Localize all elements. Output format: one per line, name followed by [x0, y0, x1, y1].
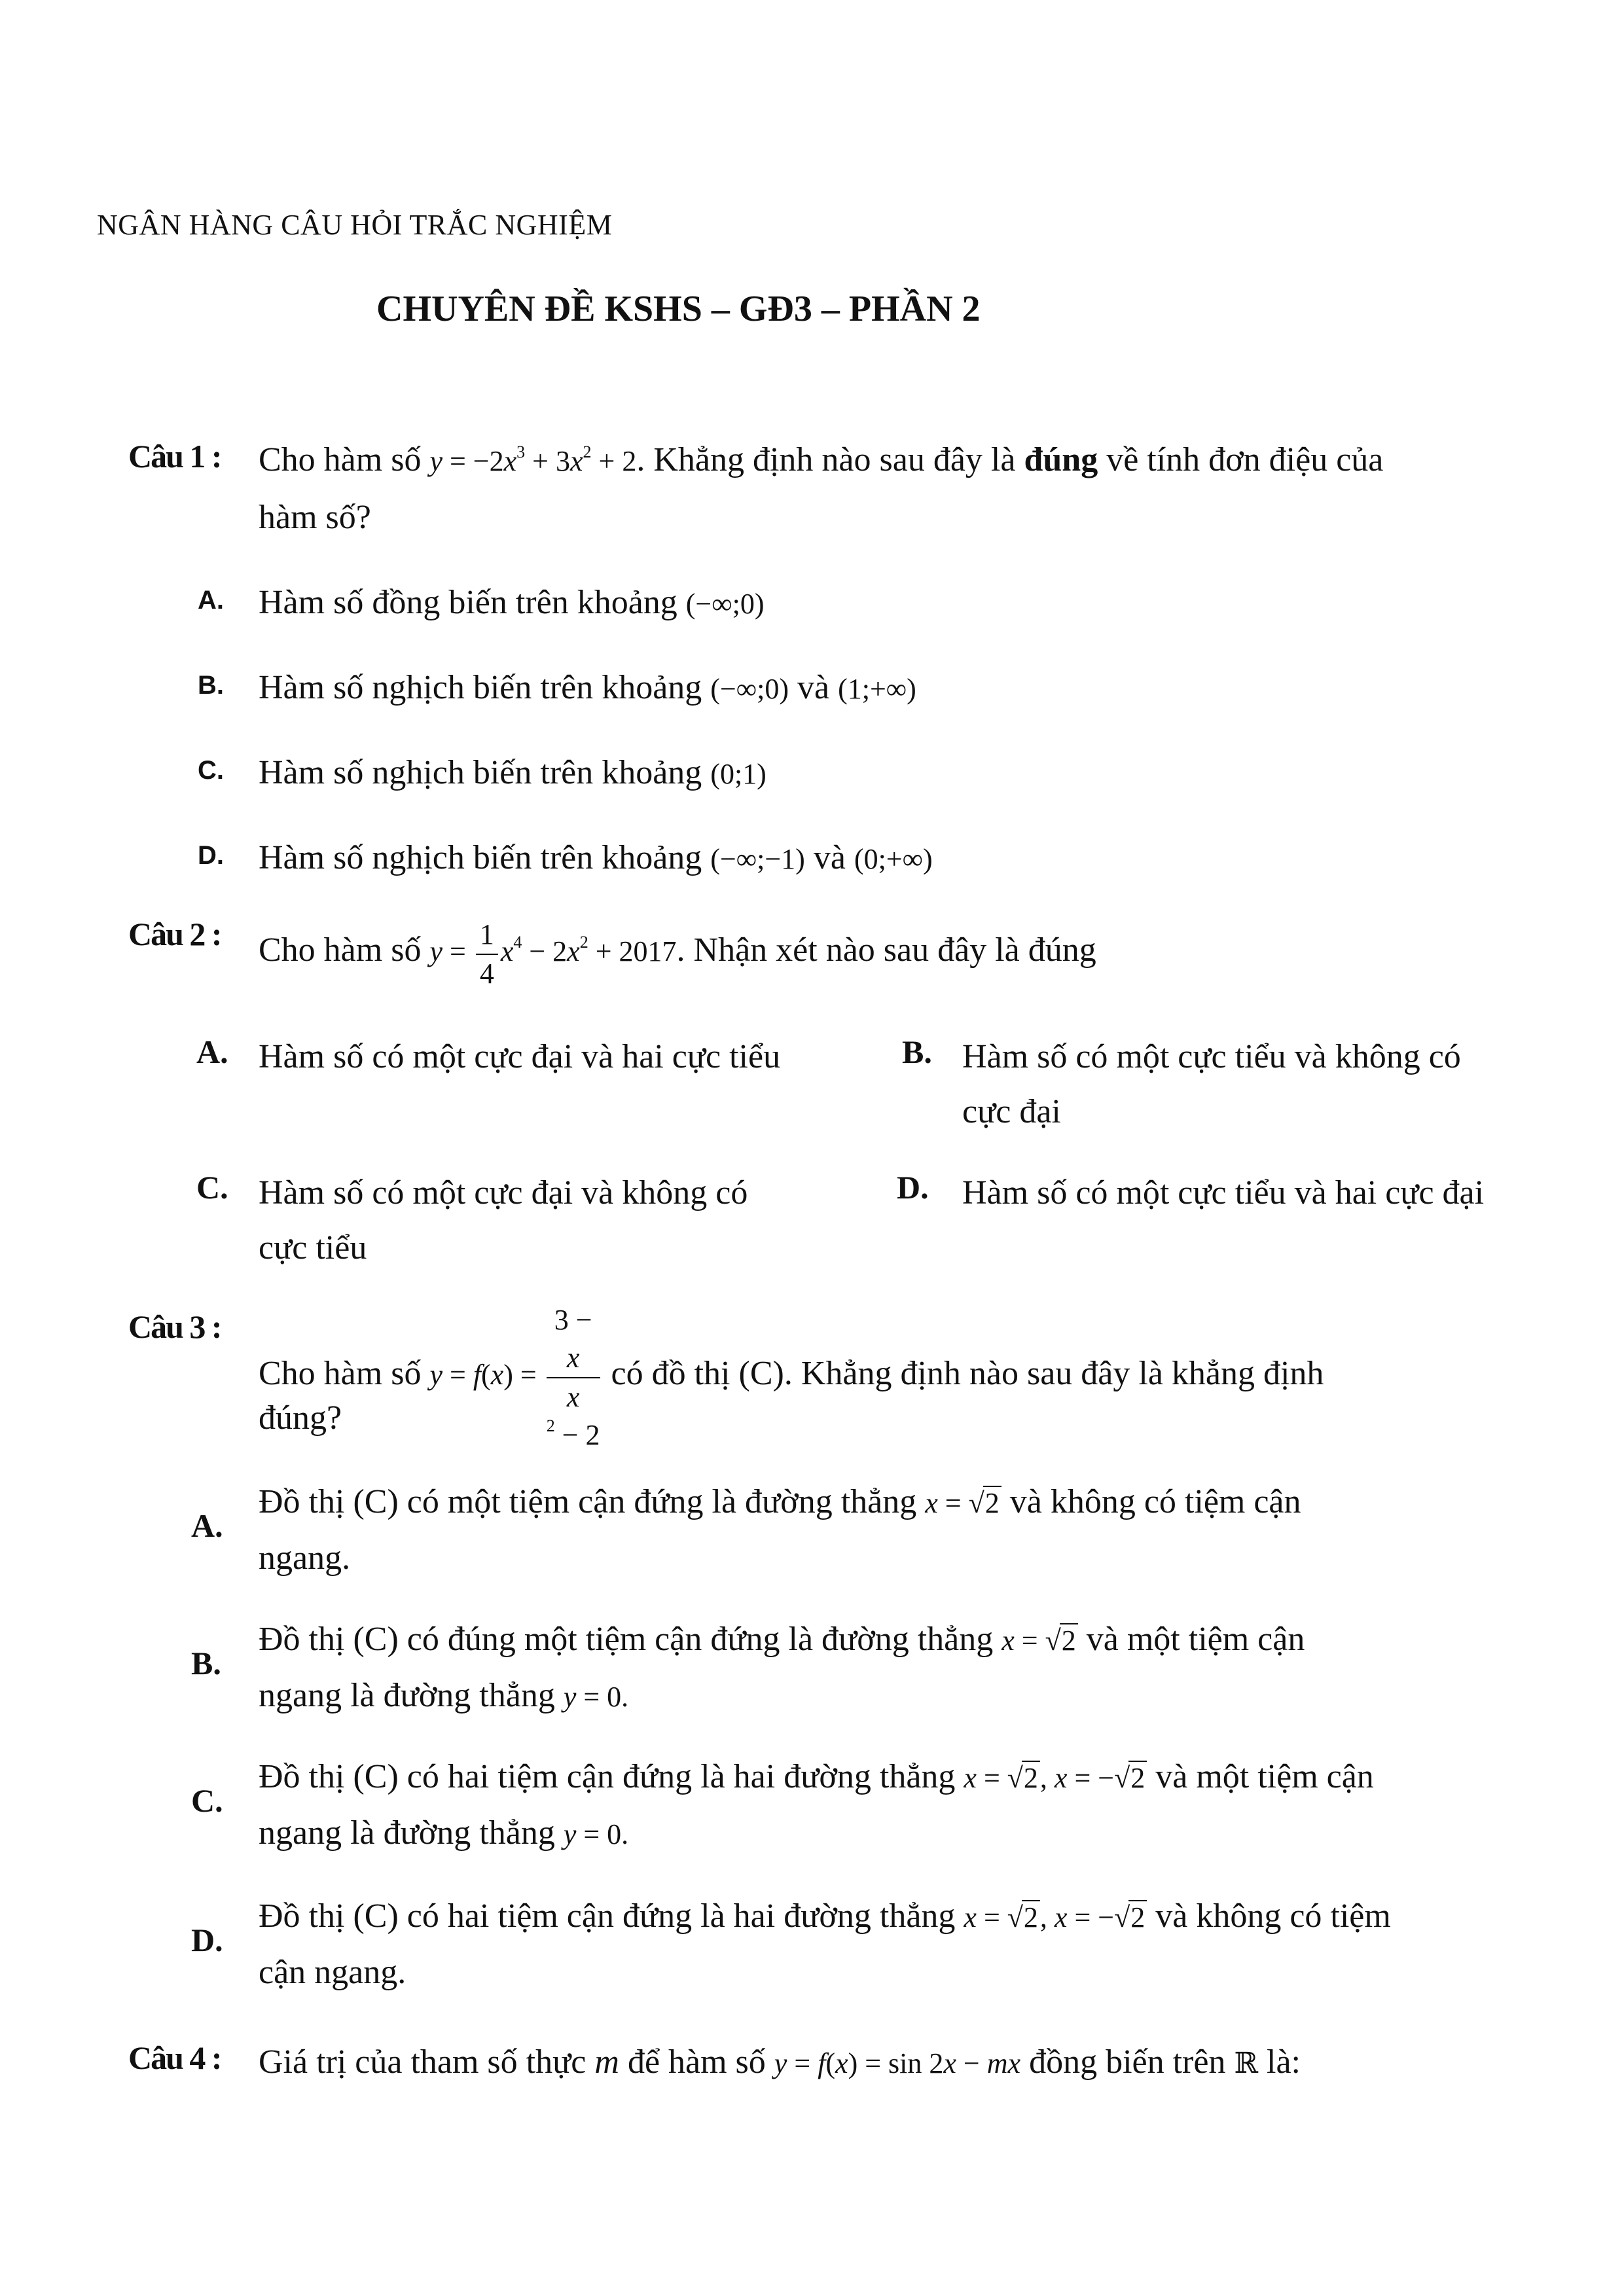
q1-formula: $y = -2x^3 + 3x^2 + 2$ [429, 442, 637, 477]
q1-stem-line2: hàm số? [259, 499, 371, 536]
q2-option-d[interactable]: Hàm số có một cực tiểu và hai cực đại [962, 1174, 1485, 1211]
q3-option-a-letter: A. [191, 1507, 223, 1544]
q3-option-d[interactable]: Đồ thị (C) có hai tiệm cận đứng là hai đường thẳng x = √2, x = −√2 và không có tiệm [259, 1897, 1391, 1935]
q1-option-b-letter: B. [198, 671, 224, 700]
q3-option-a-line2: ngang. [259, 1539, 351, 1577]
bank-header: NGÂN HÀNG CÂU HỎI TRẮC NGHIỆM [97, 209, 613, 241]
q2-option-c-letter: C. [196, 1169, 228, 1206]
q3-option-a[interactable]: Đồ thị (C) có một tiệm cận đứng là đường thẳng x = √2 và không có tiệm cận [259, 1483, 1301, 1520]
q1-option-d-letter: D. [198, 841, 224, 870]
q3-option-b[interactable]: Đồ thị (C) có đúng một tiệm cận đứng là đường thẳng x = √2 và một tiệm cận [259, 1621, 1305, 1658]
q3-option-c-line2: ngang là đường thẳng y = 0. [259, 1814, 629, 1852]
q1-option-b[interactable]: Hàm số nghịch biến trên khoảng (−∞;0) và (1;+∞) [259, 669, 916, 706]
q2-option-c[interactable]: Hàm số có một cực đại và không có [259, 1174, 748, 1211]
q3-formula: y = f(x) = 3 − x x $^2$ − 2 [429, 1359, 602, 1391]
q4-label: Câu 4 : [128, 2039, 221, 2076]
q2-option-d-letter: D. [897, 1169, 929, 1206]
q3-stem-line2: đúng? [259, 1399, 342, 1437]
q2-option-b[interactable]: Hàm số có một cực tiểu và không có [962, 1038, 1461, 1075]
q1-label: Câu 1 : [128, 438, 221, 475]
q1-option-a[interactable]: Hàm số đồng biến trên khoảng (−∞;0) [259, 584, 765, 621]
q1-option-c-letter: C. [198, 756, 224, 785]
q3-option-b-line2: ngang là đường thẳng y = 0. [259, 1677, 629, 1714]
q3-option-d-letter: D. [191, 1922, 223, 1958]
q4-stem: Giá trị của tham số thực m để hàm số y = f(x) = sin 2x − mx đồng biến trên ℝ là: [259, 2043, 1301, 2081]
q2-stem: Cho hàm số y = $\frac{1}{4}$ $x^4 - 2x^2 + 2017$. Nhận xét nào sau đây là đúng [259, 911, 1096, 993]
q2-option-a-letter: A. [196, 1033, 228, 1070]
q2-option-a[interactable]: Hàm số có một cực đại và hai cực tiểu [259, 1038, 781, 1075]
q1-stem: Cho hàm số $y = -2x^3 + 3x^2 + 2$. Khẳng định nào sau đây là đúng về tính đơn điệu của [259, 441, 1384, 478]
q4-formula: y = f(x) = sin 2x − mx [774, 2047, 1021, 2079]
q3-label: Câu 3 : [128, 1308, 221, 1345]
q3-stem: Cho hàm số y = f(x) = 3 − x x $^2$ − 2 có đồ thị (C). Khẳng định nào sau đây là khẳng định [259, 1301, 1324, 1454]
page-title: CHUYÊN ĐỀ KSHS – GĐ3 – PHẦN 2 [376, 289, 981, 329]
q1-option-d[interactable]: Hàm số nghịch biến trên khoảng (−∞;−1) và (0;+∞) [259, 839, 933, 876]
q2-option-b-letter: B. [902, 1033, 932, 1070]
q3-option-c[interactable]: Đồ thị (C) có hai tiệm cận đứng là hai đường thẳng x = √2, x = −√2 và một tiệm cận [259, 1758, 1374, 1795]
q3-option-c-letter: C. [191, 1782, 223, 1819]
q1-option-a-letter: A. [198, 586, 224, 615]
q3-option-b-letter: B. [191, 1645, 221, 1681]
q2-option-b-line2: cực đại [962, 1093, 1061, 1130]
q3-option-d-line2: cận ngang. [259, 1954, 406, 1991]
q2-formula: y = $\frac{1}{4}$ $x^4 - 2x^2 + 2017$ [429, 935, 676, 967]
q2-label: Câu 2 : [128, 916, 221, 952]
q2-option-c-line2: cực tiểu [259, 1229, 367, 1266]
q1-option-c[interactable]: Hàm số nghịch biến trên khoảng (0;1) [259, 754, 767, 791]
